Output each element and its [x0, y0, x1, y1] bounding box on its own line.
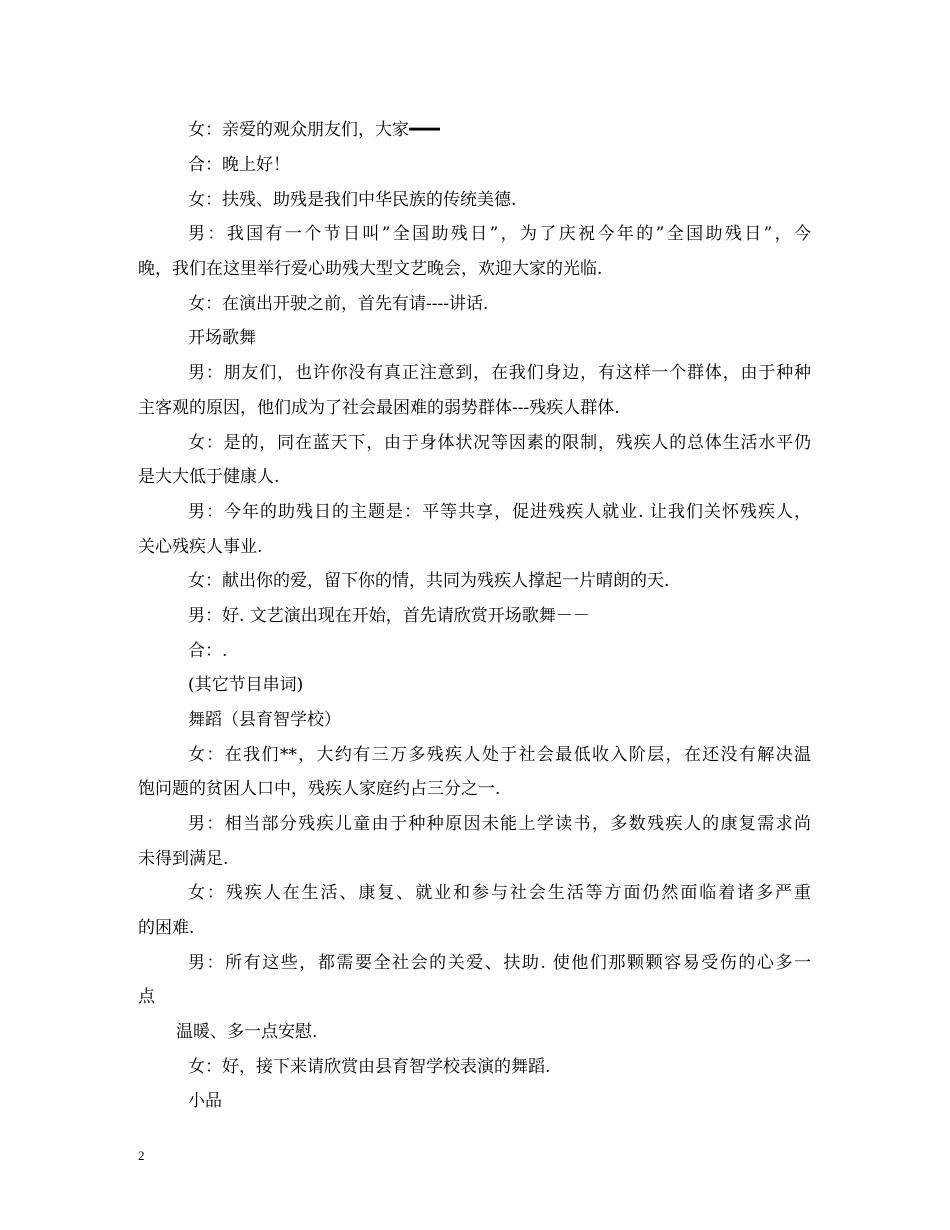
script-line: 男：今年的助残日的主题是：平等共享，促进残疾人就业. 让我们关怀残疾人， [188, 502, 811, 522]
script-line: 关心残疾人事业. [138, 537, 263, 557]
script-line: 男：好. 文艺演出现在开始，首先请欣赏开场歌舞－－ [188, 606, 590, 626]
script-line: 女：献出你的爱，留下你的情，共同为残疾人撑起一片晴朗的天. [188, 571, 670, 591]
script-line: 是大大低于健康人. [138, 467, 280, 487]
script-line: 女：在演出开驶之前，首先有请----讲话. [188, 294, 489, 314]
script-line: 合：. [188, 641, 228, 661]
script-line: 温暖、多一点安慰. [176, 1022, 318, 1042]
script-line: 女：在我们**，大约有三万多残疾人处于社会最低收入阶层，在还没有解决温 [188, 745, 811, 765]
script-line: 晚，我们在这里举行爱心助残大型文艺晚会，欢迎大家的光临. [138, 259, 603, 279]
script-line: 女：扶残、助残是我们中华民族的传统美德. [188, 190, 517, 210]
script-line: 合：晚上好！ [188, 155, 290, 175]
script-line: 男：所有这些，都需要全社会的关爱、扶助. 使他们那颗颗容易受伤的心多一 [188, 953, 811, 973]
section-note: (其它节目串词) [188, 675, 304, 695]
script-line: 的困难. [138, 918, 195, 938]
script-line: 男：朋友们，也许你没有真正注意到，在我们身边，有这样一个群体，由于种种 [188, 363, 811, 383]
script-line: 未得到满足. [138, 849, 229, 869]
page-number: 2 [138, 1148, 145, 1163]
script-line: 女：好，接下来请欣赏由县育智学校表演的舞蹈. [188, 1057, 551, 1077]
section-heading: 舞蹈（县育智学校） [188, 710, 341, 730]
script-line: 主客观的原因，他们成为了社会最困难的弱势群体---残疾人群体. [138, 398, 620, 418]
section-heading: 开场歌舞 [188, 328, 256, 348]
script-line: 女：残疾人在生活、康复、就业和参与社会生活等方面仍然面临着诸多严重 [188, 883, 811, 903]
script-line: 点 [138, 987, 155, 1007]
script-line: 女：是的，同在蓝天下，由于身体状况等因素的限制，残疾人的总体生活水平仍 [188, 433, 811, 453]
section-heading: 小品 [188, 1091, 222, 1111]
script-line: 女：亲爱的观众朋友们，大家━━━ [188, 120, 440, 140]
script-line: 男：相当部分残疾儿童由于种种原因未能上学读书，多数残疾人的康复需求尚 [188, 814, 811, 834]
script-line: 饱问题的贫困人口中，残疾人家庭约占三分之一. [138, 779, 501, 799]
script-line: 男：我国有一个节日叫”全国助残日”，为了庆祝今年的”全国助残日”，今 [188, 224, 811, 244]
